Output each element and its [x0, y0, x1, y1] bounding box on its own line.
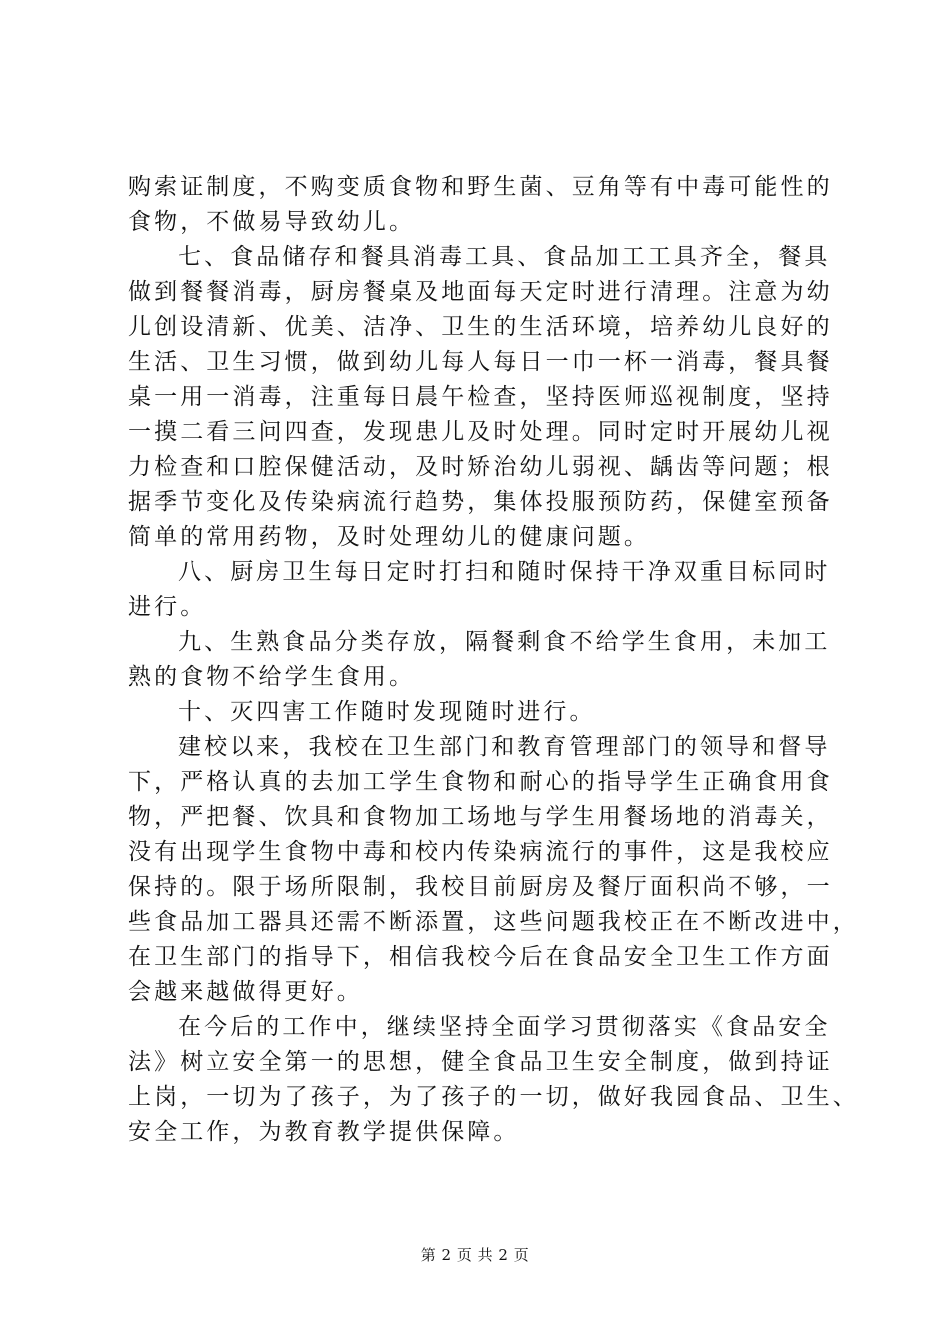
paragraph-start-line: 建校以来，我校在卫生部门和教育管理部门的领导和督导 — [178, 734, 831, 760]
text-line: 熟的食物不给学生食用。 — [128, 664, 416, 690]
paragraph-start-line: 八、厨房卫生每日定时打扫和随时保持干净双重目标同时 — [178, 559, 831, 585]
text-line: 物，严把餐、饮具和食物加工场地与学生用餐场地的消毒关， — [128, 804, 833, 830]
text-line: 做到餐餐消毒，厨房餐桌及地面每天定时进行清理。注意为幼 — [128, 279, 833, 305]
text-line: 在卫生部门的指导下，相信我校今后在食品安全卫生工作方面 — [128, 944, 833, 970]
text-line: 安全工作，为教育教学提供保障。 — [128, 1119, 520, 1145]
text-line: 些食品加工器具还需不断添置，这些问题我校正在不断改进中， — [128, 909, 859, 935]
paragraph-start-line: 十、灭四害工作随时发现随时进行。 — [178, 699, 596, 725]
text-line: 下，严格认真的去加工学生食物和耐心的指导学生正确食用食 — [128, 769, 833, 795]
page-footer: 第 2 页 共 2 页 — [420, 1246, 530, 1264]
text-line: 力检查和口腔保健活动，及时矫治幼儿弱视、龋齿等问题；根 — [128, 454, 833, 480]
text-line: 简单的常用药物，及时处理幼儿的健康问题。 — [128, 524, 650, 550]
paragraph-start-line: 七、食品储存和餐具消毒工具、食品加工工具齐全，餐具 — [178, 244, 831, 270]
text-line: 进行。 — [128, 594, 207, 620]
paragraph-start-line: 在今后的工作中，继续坚持全面学习贯彻落实《食品安全 — [178, 1014, 831, 1040]
text-line: 法》树立安全第一的思想，健全食品卫生安全制度，做到持证 — [128, 1049, 833, 1075]
text-line: 上岗，一切为了孩子，为了孩子的一切，做好我园食品、卫生、 — [128, 1084, 859, 1110]
text-line: 没有出现学生食物中毒和校内传染病流行的事件，这是我校应 — [128, 839, 833, 865]
text-line: 儿创设清新、优美、洁净、卫生的生活环境，培养幼儿良好的 — [128, 314, 833, 340]
document-body — [128, 170, 859, 1150]
text-line: 购索证制度，不购变质食物和野生菌、豆角等有中毒可能性的 — [128, 174, 833, 200]
text-line: 食物，不做易导致幼儿。 — [128, 209, 416, 235]
text-line: 一摸二看三问四查，发现患儿及时处理。同时定时开展幼儿视 — [128, 419, 833, 445]
paragraph-start-line: 九、生熟食品分类存放，隔餐剩食不给学生食用，未加工 — [178, 629, 831, 655]
text-line: 据季节变化及传染病流行趋势，集体投服预防药，保健室预备 — [128, 489, 833, 515]
text-line: 保持的。限于场所限制，我校目前厨房及餐厅面积尚不够，一 — [128, 874, 833, 900]
text-line: 生活、卫生习惯，做到幼儿每人每日一巾一杯一消毒，餐具餐 — [128, 349, 833, 375]
text-line: 桌一用一消毒，注重每日晨午检查，坚持医师巡视制度，坚持 — [128, 384, 833, 410]
text-line: 会越来越做得更好。 — [128, 979, 363, 1005]
